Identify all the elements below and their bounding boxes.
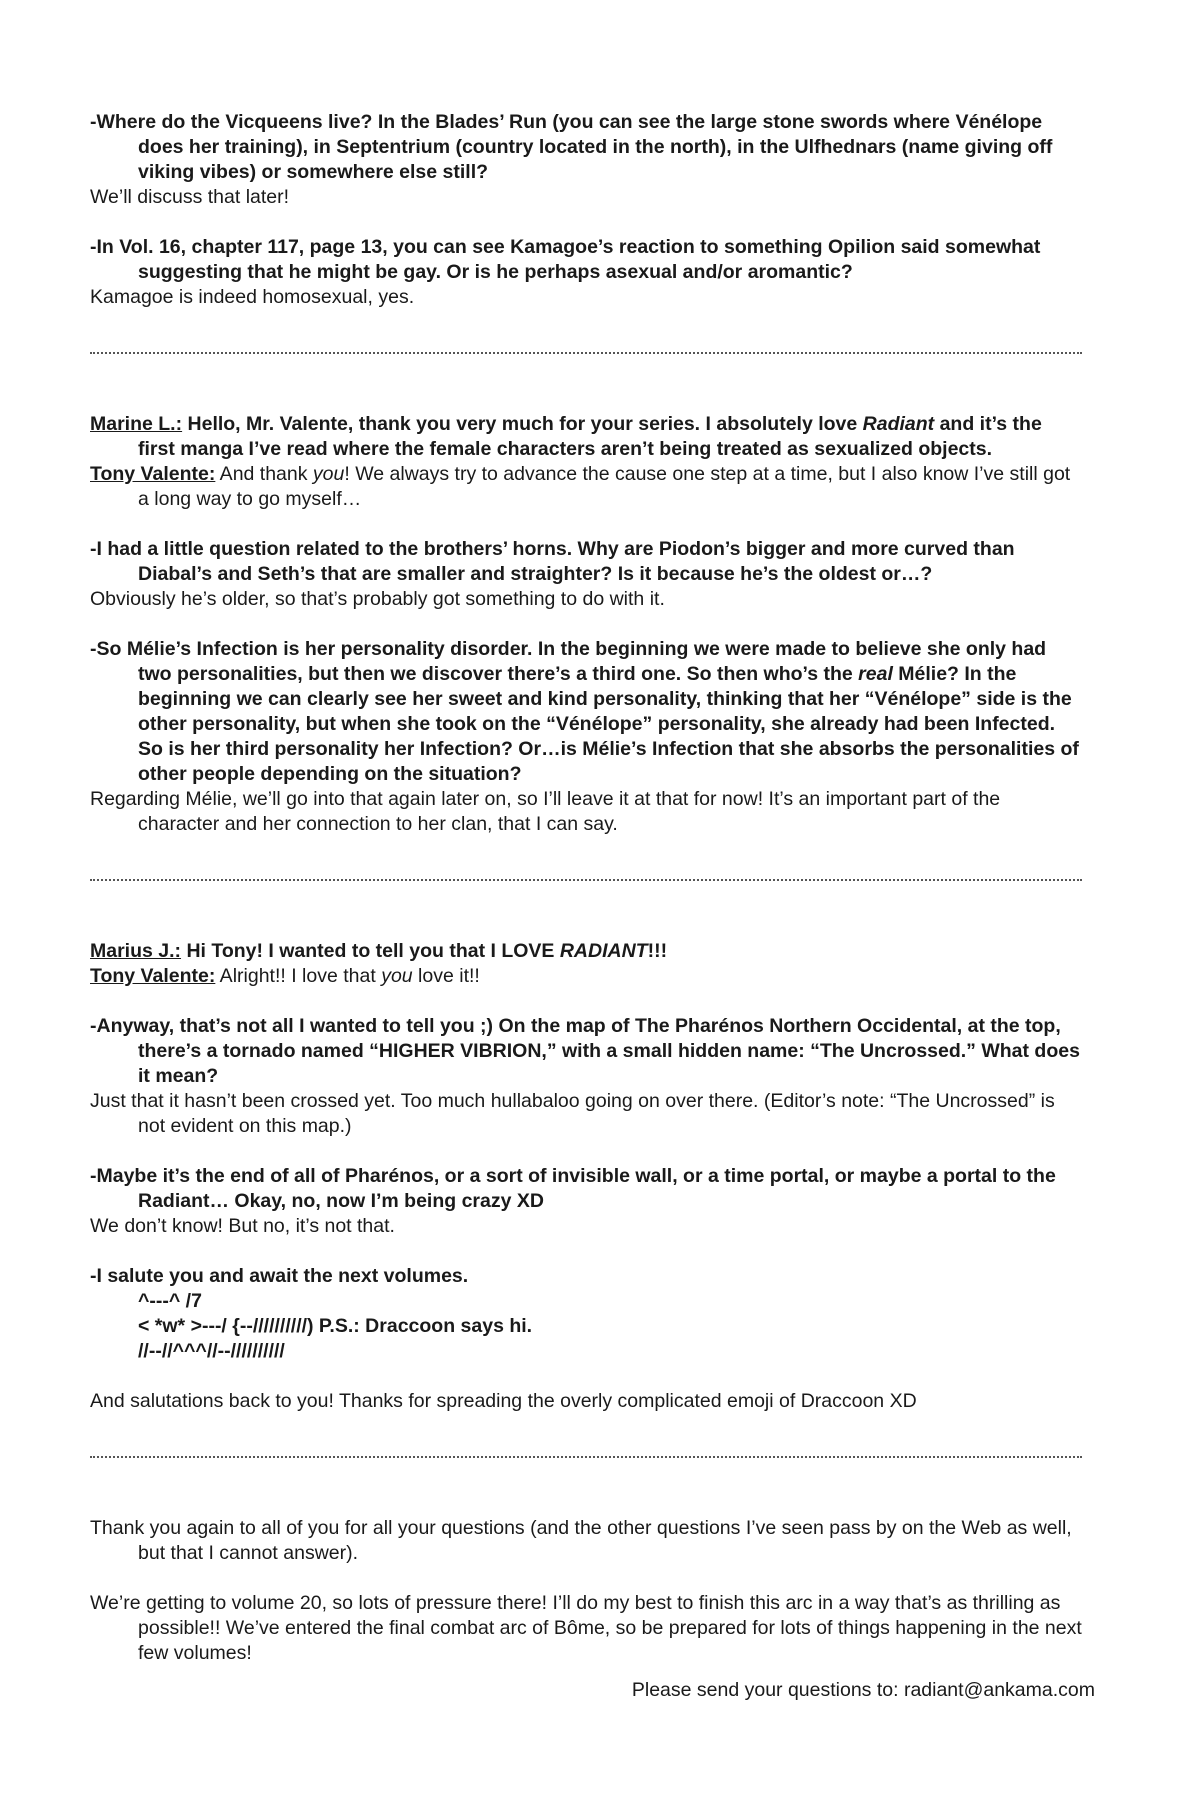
emoji-art-line: < *w* >---/ {--//////////) P.S.: Draccoon says hi.: [138, 1315, 533, 1337]
dotted-divider: [90, 352, 1082, 354]
answer: Obviously he’s older, so that’s probably got something to do with it.: [90, 588, 665, 610]
reader-message: Marine L.: Hello, Mr. Valente, thank you very much for your series. I absolutely love Radiant and it’s the first manga I’ve read where the female characters aren’t being treated as sexualized objects.: [90, 413, 1042, 460]
question: -I had a little question related to the brothers’ horns. Why are Piodon’s bigger and more curved than Diabal’s and Seth’s that are smaller and straighter? Is it because he’s the oldest or…?: [90, 538, 1015, 585]
contact-line: Please send your questions to: radiant@ankama.com: [631, 1679, 1095, 1701]
reader-name: Marius J.:: [90, 940, 182, 962]
dotted-divider: [90, 879, 1082, 881]
question: -In Vol. 16, chapter 117, page 13, you can see Kamagoe’s reaction to something Opilion said somewhat suggesting that he might be gay. Or is he perhaps asexual and/or aromantic?: [90, 236, 1041, 283]
emoji-art-line: ^---^ /7: [138, 1290, 202, 1312]
question: -Where do the Vicqueens live? In the Blades’ Run (you can see the large stone swords where Vénélope does her training), in Septentrium (country located in the north), in the Ulfhednars (name giving off viking vibes) or somewhere else still?: [90, 111, 1053, 183]
author-reply: Tony Valente: And thank you! We always try to advance the cause one step at a time, but I also know I’ve still got a long way to go myself…: [90, 463, 1071, 510]
question: -So Mélie’s Infection is her personality disorder. In the beginning we were made to believe she only had two personalities, but then we discover there’s a third one. So then who’s the real Mélie? In the beginning we can clearly see her sweet and kind personality, thinking that her “Vénélope” side is the other personality, but when she took on the “Vénélope” personality, she already had been Infected. So is her third personality her Infection? Or…is Mélie’s Infection that she absorbs the personalities of other people depending on the situation?: [90, 638, 1079, 785]
emoji-art-line: //--//^^^//--//////////: [138, 1340, 285, 1362]
answer: Just that it hasn’t been crossed yet. Too much hullabaloo going on over there. (Editor’s note: “The Uncrossed” is not evident on this map.): [90, 1090, 1055, 1137]
question: -Anyway, that’s not all I wanted to tell you ;) On the map of The Pharénos Northern Occidental, at the top, there’s a tornado named “HIGHER VIBRION,” with a small hidden name: “The Uncrossed.” What does it mean?: [90, 1015, 1080, 1087]
dotted-divider: [90, 1456, 1082, 1458]
author-reply: Tony Valente: Alright!! I love that you love it!!: [90, 965, 480, 987]
reader-name: Marine L.:: [90, 413, 183, 435]
answer: Regarding Mélie, we’ll go into that again later on, so I’ll leave it at that for now! It’s an important part of the character and her connection to her clan, that I can say.: [90, 788, 1001, 835]
answer: Kamagoe is indeed homosexual, yes.: [90, 286, 415, 308]
author-name: Tony Valente:: [90, 965, 216, 987]
closing-paragraph: We’re getting to volume 20, so lots of pressure there! I’ll do my best to finish this arc in a way that’s as thrilling as possible!! We’ve entered the final combat arc of Bôme, so be prepared for lots of things happening in the next few volumes!: [90, 1592, 1082, 1664]
qa-page: [90, 110, 1082, 1666]
answer: We’ll discuss that later!: [90, 186, 290, 208]
author-name: Tony Valente:: [90, 463, 216, 485]
question: -Maybe it’s the end of all of Pharénos, or a sort of invisible wall, or a time portal, or maybe a portal to the Radiant… Okay, no, now I’m being crazy XD: [90, 1165, 1056, 1212]
answer: We don’t know! But no, it’s not that.: [90, 1215, 395, 1237]
reader-message: Marius J.: Hi Tony! I wanted to tell you that I LOVE RADIANT!!!: [90, 940, 668, 962]
question: -I salute you and await the next volumes.: [90, 1265, 469, 1287]
answer: And salutations back to you! Thanks for spreading the overly complicated emoji of Draccoon XD: [90, 1390, 917, 1412]
closing-paragraph: Thank you again to all of you for all your questions (and the other questions I’ve seen pass by on the Web as well, but that I cannot answer).: [90, 1517, 1072, 1564]
